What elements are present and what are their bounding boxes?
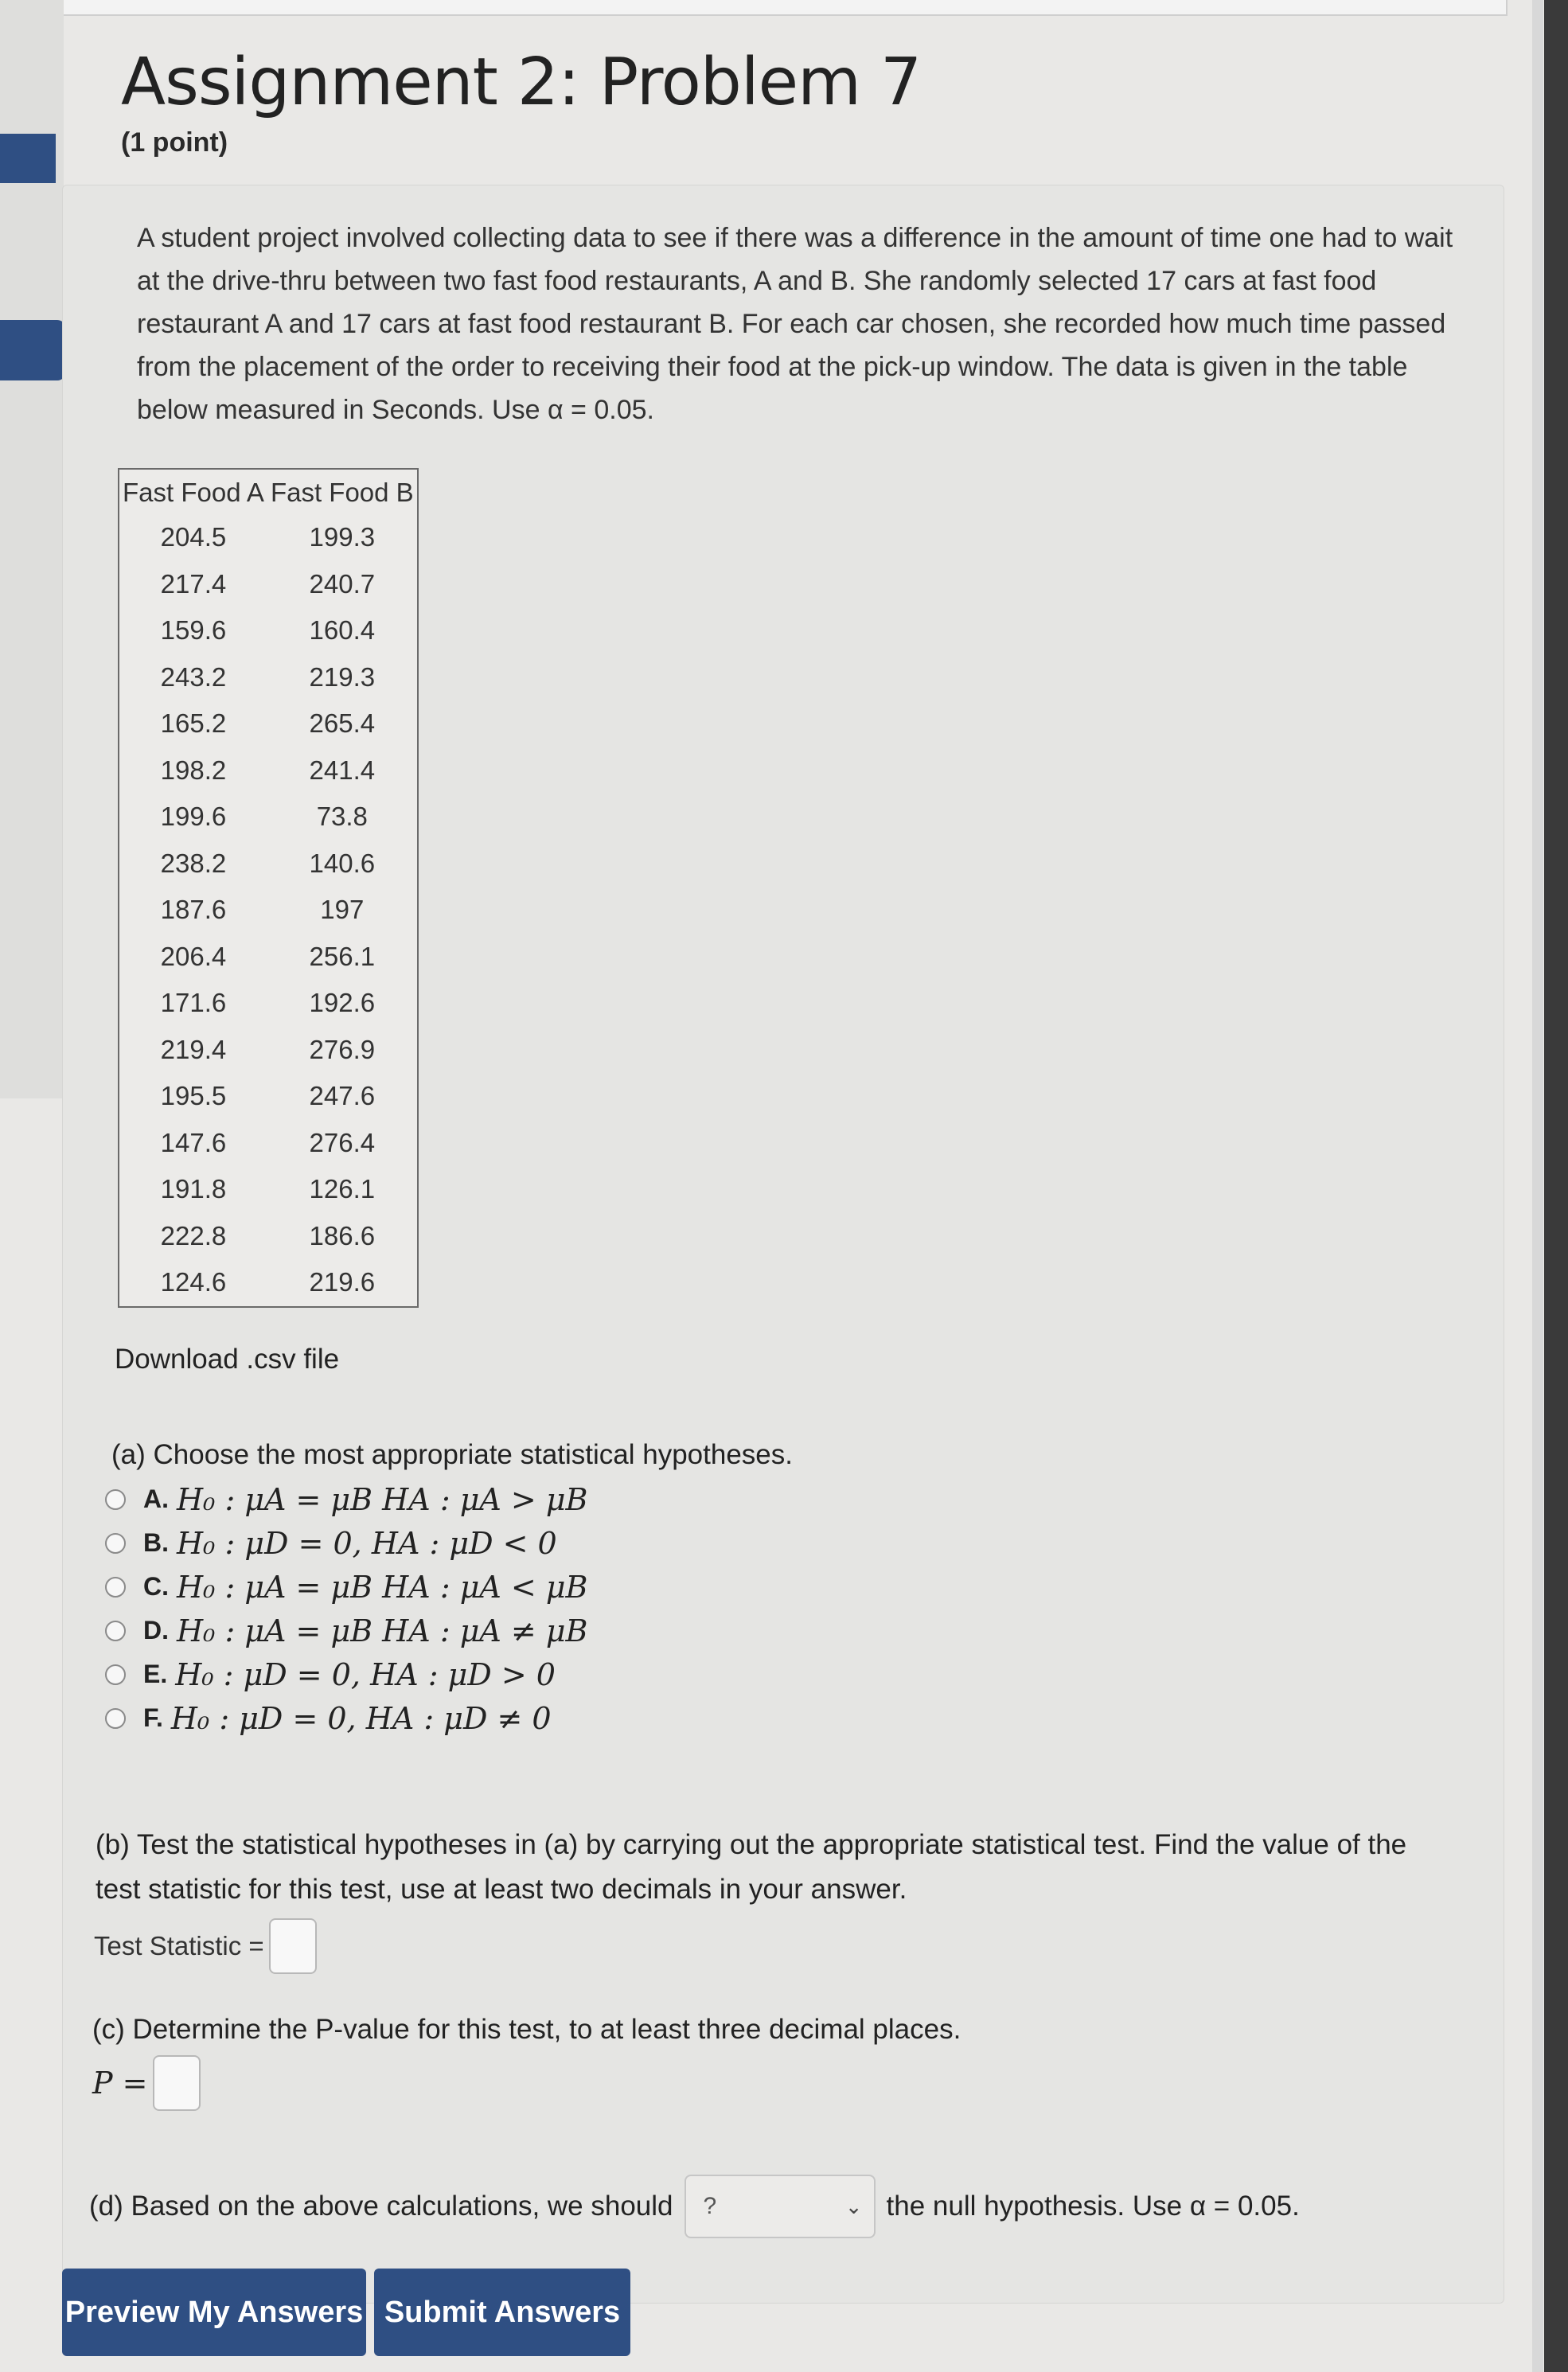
table-row	[119, 1120, 418, 1167]
p-value-row	[92, 2055, 201, 2111]
table-row	[119, 841, 418, 888]
table-cell: 276.4	[309, 1127, 376, 1157]
table-cell: 276.9	[309, 1034, 376, 1064]
table-row	[119, 934, 418, 981]
table-body	[119, 514, 418, 1307]
top-frame	[56, 0, 1508, 16]
table-cell: 217.4	[160, 568, 227, 599]
part-d-suffix: the null hypothesis. Use α = 0.05.	[886, 2191, 1300, 2222]
p-value-input[interactable]	[153, 2055, 201, 2111]
option-text: H₀ : μD = 0, HA : μD > 0	[175, 1656, 556, 1692]
radio-button[interactable]	[105, 1664, 126, 1685]
table-cell: 238.2	[160, 848, 227, 878]
chevron-down-icon: ⌄	[844, 2194, 863, 2218]
test-statistic-row	[94, 1918, 317, 1974]
option-text: H₀ : μA = μB HA : μA > μB	[177, 1481, 588, 1517]
option-label: A.	[143, 1484, 169, 1513]
preview-answers-button[interactable]: Preview My Answers	[62, 2269, 366, 2356]
page-title: Assignment 2: Problem 7	[121, 45, 922, 120]
table-cell: 265.4	[309, 708, 376, 739]
table-cell: 186.6	[309, 1220, 376, 1250]
part-d-row	[89, 2175, 1300, 2238]
p-value-label: P =	[92, 2066, 148, 2101]
option-f[interactable]	[105, 1696, 587, 1740]
part-a-prompt: (a) Choose the most appropriate statistical hypotheses.	[111, 1439, 793, 1470]
table-cell: 195.5	[160, 1081, 227, 1111]
table-cell: 126.1	[309, 1174, 376, 1204]
radio-button[interactable]	[105, 1577, 126, 1598]
part-c-prompt: (c) Determine the P-value for this test, to at least three decimal places.	[92, 2014, 961, 2045]
scrollbar-track[interactable]	[1532, 0, 1543, 2372]
radio-button[interactable]	[105, 1533, 126, 1554]
option-text: H₀ : μD = 0, HA : μD ≠ 0	[170, 1700, 552, 1736]
table-row	[119, 747, 418, 794]
table-row	[119, 1166, 418, 1213]
table-row	[119, 561, 418, 608]
table-cell: 206.4	[160, 941, 227, 971]
table-cell: 204.5	[160, 522, 227, 552]
table-row	[119, 514, 418, 561]
sidebar-tab-active[interactable]	[0, 320, 65, 380]
table-row	[119, 980, 418, 1027]
hypothesis-options	[105, 1477, 587, 1740]
option-c[interactable]	[105, 1565, 587, 1609]
table-cell: 171.6	[160, 988, 227, 1018]
radio-button[interactable]	[105, 1621, 126, 1641]
table-cell: 160.4	[309, 615, 376, 646]
table-row	[119, 1259, 418, 1307]
test-statistic-label: Test Statistic =	[94, 1931, 264, 1960]
table-cell: 219.3	[309, 661, 376, 692]
table-cell: 147.6	[160, 1127, 227, 1157]
option-d[interactable]	[105, 1609, 587, 1652]
table-row	[119, 1073, 418, 1120]
table-cell: 197	[320, 895, 365, 925]
part-d-prompt: (d) Based on the above calculations, we should	[89, 2191, 673, 2222]
table-row	[119, 607, 418, 654]
option-text: H₀ : μD = 0, HA : μD < 0	[177, 1525, 557, 1561]
table-row	[119, 1213, 418, 1260]
column-header: Fast Food A	[123, 478, 264, 507]
points-label: (1 point)	[121, 127, 228, 158]
table-cell: 187.6	[160, 895, 227, 925]
table-cell: 247.6	[309, 1081, 376, 1111]
option-text: H₀ : μA = μB HA : μA < μB	[177, 1569, 588, 1605]
decision-select-value: ?	[703, 2193, 717, 2219]
download-csv-link[interactable]: Download .csv file	[115, 1344, 340, 1375]
table-row	[119, 887, 418, 934]
option-text: H₀ : μA = μB HA : μA ≠ μB	[177, 1613, 588, 1648]
table-cell: 219.6	[309, 1267, 376, 1297]
option-a[interactable]	[105, 1477, 587, 1521]
column-header: Fast Food B	[270, 478, 414, 507]
data-table	[118, 468, 419, 1308]
option-label: C.	[143, 1572, 169, 1601]
table-cell: 240.7	[309, 568, 376, 599]
table-cell: 124.6	[160, 1267, 227, 1297]
table-cell: 159.6	[160, 615, 227, 646]
table-cell: 191.8	[160, 1174, 227, 1204]
table-cell: 222.8	[160, 1220, 227, 1250]
table-cell: 256.1	[309, 941, 376, 971]
option-label: B.	[143, 1528, 169, 1557]
table-header-row	[119, 469, 418, 514]
problem-intro: A student project involved collecting data to see if there was a difference in the amount of time one had to wait at the drive-thru between two fast food restaurants, A and B. She randomly selected 17 cars at fast food restaurant A and 17 cars at fast food restaurant B. For each car chosen, she recorded how much time passed from the placement of the order to receiving their food at the pick-up window. The data is given in the table below measured in Seconds. Use α = 0.05.	[137, 223, 1453, 425]
submit-answers-button[interactable]: Submit Answers	[374, 2269, 630, 2356]
table-cell: 199.3	[309, 522, 376, 552]
radio-button[interactable]	[105, 1708, 126, 1729]
table-row	[119, 654, 418, 701]
table-cell: 73.8	[316, 802, 368, 832]
table-row	[119, 794, 418, 841]
part-b-prompt: (b) Test the statistical hypotheses in (a) by carrying out the appropriate statistical test. Find the value of the test statistic for this test, use at least two decimals in your answer.	[96, 1829, 1407, 1905]
decision-select[interactable]	[685, 2175, 876, 2238]
window-edge	[1544, 0, 1568, 2372]
option-e[interactable]	[105, 1652, 587, 1696]
radio-button[interactable]	[105, 1489, 126, 1510]
table-cell: 199.6	[160, 802, 227, 832]
table-row	[119, 1027, 418, 1074]
table-cell: 140.6	[309, 848, 376, 878]
option-b[interactable]	[105, 1521, 587, 1565]
option-label: F.	[143, 1703, 163, 1732]
option-label: E.	[143, 1660, 168, 1688]
option-label: D.	[143, 1616, 169, 1644]
table-row	[119, 700, 418, 747]
table-cell: 192.6	[309, 988, 376, 1018]
table-cell: 219.4	[160, 1034, 227, 1064]
sidebar-tab[interactable]	[0, 134, 56, 183]
table-cell: 241.4	[309, 755, 376, 785]
table-cell: 165.2	[160, 708, 227, 739]
table-cell: 198.2	[160, 755, 227, 785]
test-statistic-input[interactable]	[269, 1918, 317, 1974]
table-cell: 243.2	[160, 661, 227, 692]
